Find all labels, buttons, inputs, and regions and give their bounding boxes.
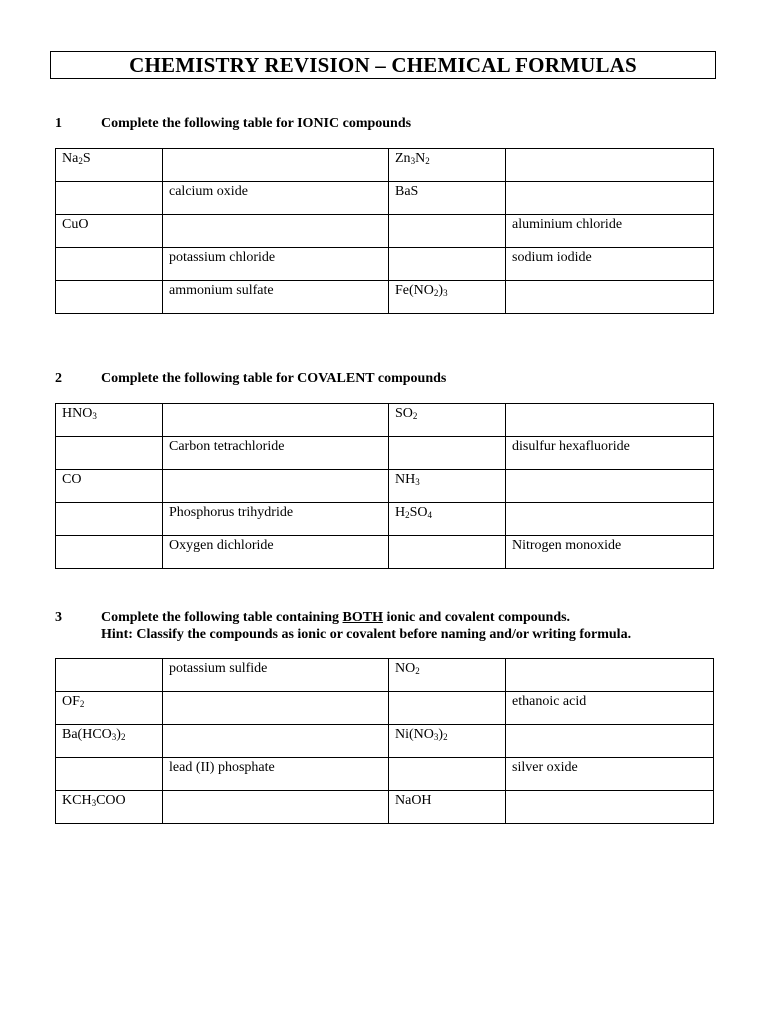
answer-cell[interactable] [56, 503, 163, 536]
answer-cell[interactable] [506, 791, 714, 824]
table-cell: NaOH [389, 791, 506, 824]
table-cell: Oxygen dichloride [163, 536, 389, 569]
table-row [56, 791, 714, 824]
table-row [56, 503, 714, 536]
answer-cell[interactable] [163, 725, 389, 758]
table-cell: $SO_2$ [389, 404, 506, 437]
table-cell: Carbon tetrachloride [163, 437, 389, 470]
answer-cell[interactable] [389, 536, 506, 569]
table-row [56, 281, 714, 314]
table-cell: potassium sulfide [163, 659, 389, 692]
table-row [56, 404, 714, 437]
answer-cell[interactable] [506, 503, 714, 536]
table-row [56, 182, 714, 215]
table-cell: $Ba(HCO_3)_2$ [56, 725, 163, 758]
title-box [50, 51, 716, 79]
answer-cell[interactable] [56, 758, 163, 791]
table-row [56, 470, 714, 503]
answer-cell[interactable] [389, 758, 506, 791]
answer-cell[interactable] [56, 659, 163, 692]
answer-cell[interactable] [56, 248, 163, 281]
question-hint: Hint: Classify the compounds as ionic or covalent before naming and/or writing formula. [101, 627, 632, 642]
table-cell: $NH_3$ [389, 470, 506, 503]
answer-cell[interactable] [506, 470, 714, 503]
table-row [56, 149, 714, 182]
table-row [56, 215, 714, 248]
table-cell: Nitrogen monoxide [506, 536, 714, 569]
answer-cell[interactable] [389, 215, 506, 248]
table-cell: BaS [389, 182, 506, 215]
table-cell: ethanoic acid [506, 692, 714, 725]
table-cell: $OF_2$ [56, 692, 163, 725]
table-row [56, 437, 714, 470]
question-text-part: ionic and covalent compounds. [382, 610, 571, 625]
mixed-table [55, 658, 714, 824]
table-cell: lead (II) phosphate [163, 758, 389, 791]
table-row [56, 536, 714, 569]
question-text: Complete the following table for COVALENT compounds [101, 371, 447, 386]
table-row [56, 659, 714, 692]
table-row [56, 758, 714, 791]
answer-cell[interactable] [506, 659, 714, 692]
answer-cell[interactable] [163, 149, 389, 182]
table-row [56, 692, 714, 725]
covalent-table [55, 403, 714, 569]
table-row [56, 725, 714, 758]
answer-cell[interactable] [163, 404, 389, 437]
table-row [56, 248, 714, 281]
question-number: 3 [55, 610, 62, 625]
table-cell: $NO_2$ [389, 659, 506, 692]
table-cell: $Fe(NO_2)_3$ [389, 281, 506, 314]
table-cell: $Zn_3N_2$ [389, 149, 506, 182]
table-cell: aluminium chloride [506, 215, 714, 248]
answer-cell[interactable] [506, 182, 714, 215]
answer-cell[interactable] [506, 725, 714, 758]
table-cell: potassium chloride [163, 248, 389, 281]
answer-cell[interactable] [163, 791, 389, 824]
answer-cell[interactable] [56, 536, 163, 569]
question-number: 2 [55, 371, 62, 386]
table-cell: $H_2SO_4$ [389, 503, 506, 536]
answer-cell[interactable] [56, 281, 163, 314]
answer-cell[interactable] [389, 692, 506, 725]
table-cell: $Ni(NO_3)_2$ [389, 725, 506, 758]
ionic-table [55, 148, 714, 314]
page-title: CHEMISTRY REVISION – CHEMICAL FORMULAS [129, 52, 637, 77]
answer-cell[interactable] [163, 692, 389, 725]
table-cell: CuO [56, 215, 163, 248]
answer-cell[interactable] [56, 182, 163, 215]
answer-cell[interactable] [389, 437, 506, 470]
table-cell: sodium iodide [506, 248, 714, 281]
table-cell: $KCH_3COO$ [56, 791, 163, 824]
table-cell: silver oxide [506, 758, 714, 791]
answer-cell[interactable] [163, 470, 389, 503]
answer-cell[interactable] [56, 437, 163, 470]
table-cell: Phosphorus trihydride [163, 503, 389, 536]
question-number: 1 [55, 116, 62, 131]
question-text-part: Complete the following table containing [101, 610, 343, 625]
answer-cell[interactable] [506, 281, 714, 314]
answer-cell[interactable] [506, 149, 714, 182]
answer-cell[interactable] [506, 404, 714, 437]
table-cell: disulfur hexafluoride [506, 437, 714, 470]
question-text [101, 610, 570, 626]
table-cell: calcium oxide [163, 182, 389, 215]
table-cell: CO [56, 470, 163, 503]
answer-cell[interactable] [389, 248, 506, 281]
answer-cell[interactable] [163, 215, 389, 248]
emphasis-both: BOTH [342, 610, 383, 625]
table-cell: $Na_2S$ [56, 149, 163, 182]
question-text: Complete the following table for IONIC compounds [101, 116, 412, 131]
table-cell: $HNO_3$ [56, 404, 163, 437]
table-cell: ammonium sulfate [163, 281, 389, 314]
